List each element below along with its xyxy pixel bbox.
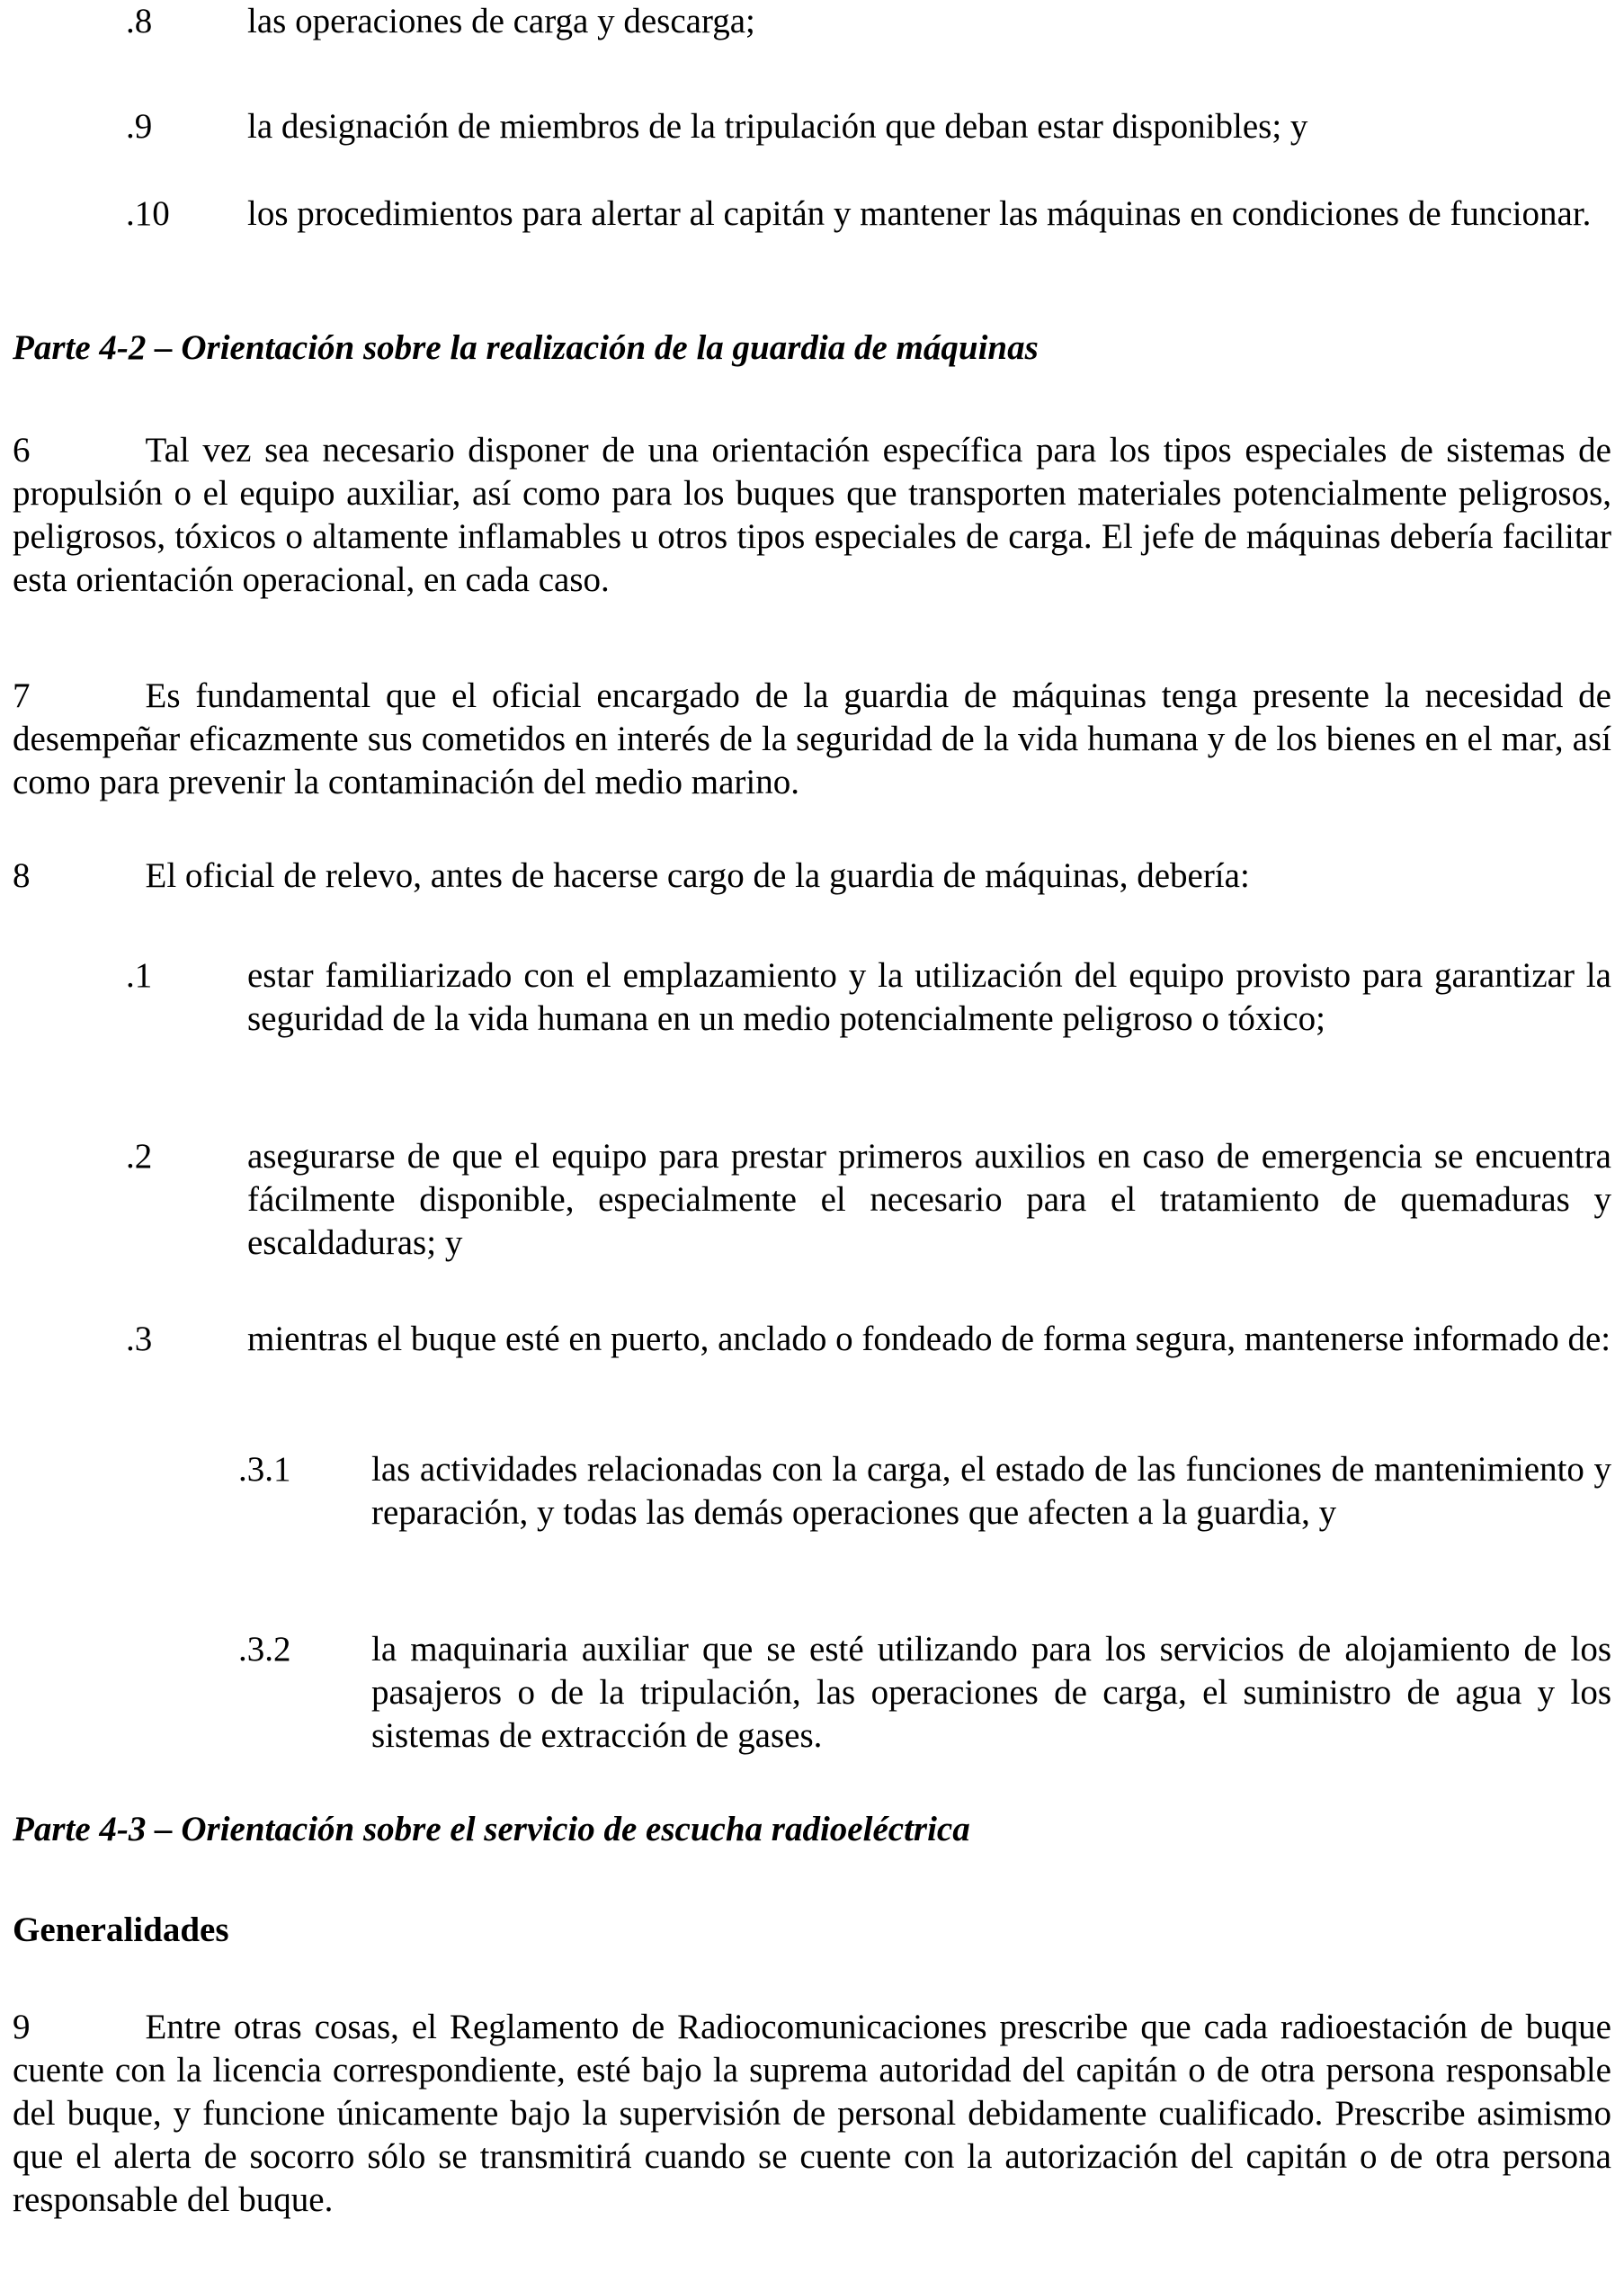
- paragraph-text: Tal vez sea necesario disponer de una orientación específica para los tipos especiales de sistemas de propulsión o el equipo auxiliar, así como para los buques que transporten materiales potencialmente peligrosos, peligrosos, tóxicos o altamente inflamables u otros tipos especiales de carga. El jefe de máquinas debería facilitar esta orientación operacional, en cada caso.: [13, 431, 1611, 599]
- list-item-text: la designación de miembros de la tripulación que deban estar disponibles; y: [247, 107, 1308, 146]
- paragraph: [13, 855, 1611, 898]
- list-item-number: .8: [126, 2, 153, 40]
- paragraph: [13, 675, 1611, 804]
- sub-list-item-text: las actividades relacionadas con la carga, el estado de las funciones de mantenimiento y reparación, y todas las demás operaciones que afecten a la guardia, y: [371, 1450, 1611, 1532]
- list-item-text: mientras el buque esté en puerto, anclado o fondeado de forma segura, mantenerse informado de:: [247, 1320, 1611, 1358]
- list-item-number: .10: [126, 194, 170, 233]
- list-item-text: los procedimientos para alertar al capitán y mantener las máquinas en condiciones de funcionar.: [247, 194, 1592, 233]
- sub-list-item-number: .3.1: [238, 1450, 291, 1489]
- paragraph: [13, 2006, 1611, 2222]
- list-item-number: .9: [126, 107, 153, 146]
- section-heading: Parte 4-3 – Orientación sobre el servicio de escucha radioeléctrica: [13, 1810, 970, 1848]
- paragraph-number: 7: [13, 676, 31, 715]
- paragraph-number: 6: [13, 431, 31, 470]
- section-heading: Parte 4-2 – Orientación sobre la realización de la guardia de máquinas: [13, 328, 1039, 367]
- list-item-number: .1: [126, 956, 153, 995]
- paragraph: [13, 429, 1611, 602]
- list-item-text: estar familiarizado con el emplazamiento y la utilización del equipo provisto para garantizar la seguridad de la vida humana en un medio potencialmente peligroso o tóxico;: [247, 956, 1611, 1038]
- paragraph-number: 8: [13, 856, 31, 895]
- list-item-number: .2: [126, 1137, 153, 1176]
- subsection-heading: Generalidades: [13, 1911, 229, 1949]
- sub-list-item-text: la maquinaria auxiliar que se esté utilizando para los servicios de alojamiento de los pasajeros o de la tripulación, las operaciones de carga, el suministro de agua y los sistemas de extracción de gases.: [371, 1630, 1611, 1755]
- sub-list-item-number: .3.2: [238, 1630, 291, 1669]
- list-item-text: asegurarse de que el equipo para prestar primeros auxilios en caso de emergencia se encuentra fácilmente disponible, especialmente el necesario para el tratamiento de quemaduras y escaldaduras; y: [247, 1137, 1611, 1262]
- paragraph-text: Entre otras cosas, el Reglamento de Radiocomunicaciones prescribe que cada radioestación de buque cuente con la licencia correspondiente, esté bajo la suprema autoridad del capitán o de otra persona responsable del buque, y funcione únicamente bajo la supervisión de personal debidamente cualificado. Prescribe asimismo que el alerta de socorro sólo se transmitirá cuando se cuente con la autorización del capitán o de otra persona responsable del buque.: [13, 2008, 1611, 2219]
- paragraph-text: El oficial de relevo, antes de hacerse cargo de la guardia de máquinas, debería:: [145, 856, 1250, 895]
- paragraph-text: Es fundamental que el oficial encargado de la guardia de máquinas tenga presente la necesidad de desempeñar eficazmente sus cometidos en interés de la seguridad de la vida humana y de los bienes en el mar, así como para prevenir la contaminación del medio marino.: [13, 676, 1611, 801]
- list-item-text: las operaciones de carga y descarga;: [247, 2, 755, 40]
- paragraph-number: 9: [13, 2008, 31, 2046]
- list-item-number: .3: [126, 1320, 153, 1358]
